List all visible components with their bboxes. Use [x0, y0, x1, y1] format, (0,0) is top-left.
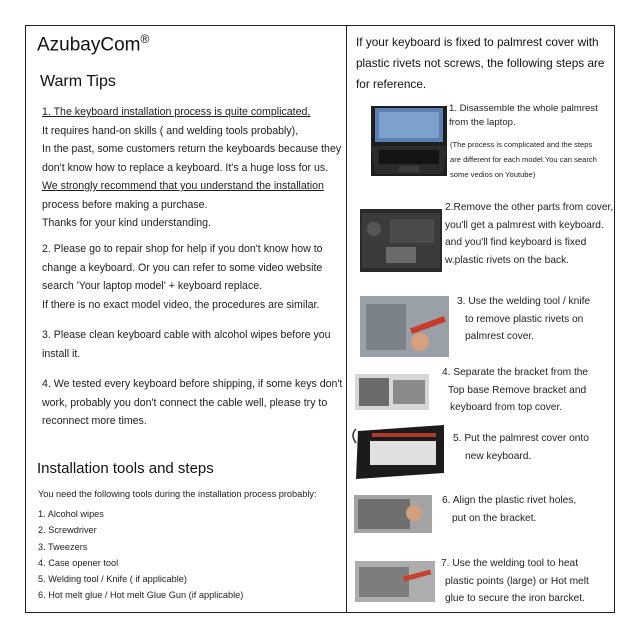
tip-1-line-2: It requires hand-on skills ( and welding tools probably),: [42, 124, 299, 137]
step-3-line-3: palmrest cover.: [465, 331, 535, 342]
step-1-note-line-2: are different for each model.You can search: [450, 155, 597, 164]
step-2-line-1: 2.Remove the other parts from cover,: [445, 202, 614, 213]
rivet-intro-line-3: for reference.: [356, 77, 427, 91]
step-4-bracket-photo: [355, 374, 429, 410]
step-7-heat-photo: [355, 561, 435, 602]
step-3-text: [457, 293, 590, 346]
step-4-line-1: 4. Separate the bracket from the: [442, 367, 589, 378]
tip-1-line-5: We strongly recommend that you understand the installation: [42, 180, 324, 192]
step-2-line-2: you'll get a palmrest with keyboard.: [445, 219, 604, 231]
step-2-text: [445, 199, 613, 269]
rivet-intro-line-2: plastic rivets not screws, the following steps are: [356, 56, 605, 70]
tip-1-line-1: 1. The keyboard installation process is quite complicated,: [42, 106, 311, 118]
brand-title: [37, 32, 149, 56]
tip-2-line-1: 2. Please go to repair shop for help if you don't know how to: [42, 243, 323, 255]
tip-3: [42, 326, 331, 363]
tool-item-2: 2. Screwdriver: [38, 525, 97, 536]
step-7-line-2: plastic points (large) or Hot melt: [445, 575, 589, 587]
tip-1-line-7: Thanks for your kind understanding.: [42, 217, 212, 229]
warm-tips-heading: Warm Tips: [40, 73, 116, 90]
step-5-text: [453, 430, 589, 465]
step-3-line-2: to remove plastic rivets on: [465, 313, 584, 325]
step-4-line-3: keyboard from top cover.: [450, 402, 563, 413]
tip-4-line-2: work, probably you don't connect the cable well, please try to: [42, 396, 328, 409]
tip-4-line-1: 4. We tested every keyboard before shipping, if some keys don't: [42, 378, 343, 390]
step-4-line-2: Top base Remove bracket and: [448, 384, 587, 396]
tool-item-5: 5. Welding tool / Knife ( if applicable): [38, 574, 187, 585]
tip-1-line-6: process before making a purchase.: [42, 198, 208, 211]
registered-mark: ®: [140, 32, 150, 46]
tip-2-line-2: change a keyboard. Or you can refer to some video website: [42, 261, 323, 274]
tip-1-line-3: In the past, some customers return the keyboards because they: [42, 143, 342, 155]
step-6-text: [442, 492, 576, 527]
step-5-line-1: 5. Put the palmrest cover onto: [453, 433, 589, 444]
step-5-keyboard-photo: [352, 423, 449, 482]
step-5-line-2: new keyboard.: [465, 450, 532, 462]
tip-1: [42, 103, 341, 233]
tip-2-line-3: search 'Your laptop model' + keyboard replace.: [42, 280, 263, 292]
step-7-line-3: glue to secure the iron barcket.: [445, 593, 585, 604]
step-2-line-4: w.plastic rivets on the back.: [445, 254, 570, 266]
tool-item-3: 3. Tweezers: [38, 541, 88, 552]
step-7-text: [441, 555, 589, 608]
tip-1-line-4: don't know how to replace a keyboard. It's a huge loss for us.: [42, 161, 329, 174]
tools-intro: You need the following tools during the installation process probably:: [38, 489, 317, 499]
step-3-line-1: 3. Use the welding tool / knife: [457, 296, 591, 307]
step-1-laptop-photo: [371, 106, 447, 176]
tip-3-line-2: install it.: [42, 347, 81, 360]
tip-4-line-3: reconnect more times.: [42, 415, 147, 427]
step-4-text: [442, 364, 588, 417]
tip-2-line-4: If there is no exact model video, the procedures are similar.: [42, 298, 320, 311]
step-3-welding-photo: [360, 296, 449, 357]
step-6-line-2: put on the bracket.: [452, 512, 537, 524]
step-1-note-line-3: some vedios on Youtube): [450, 170, 536, 179]
step-6-line-1: 6. Align the plastic rivet holes,: [442, 495, 577, 506]
step-1-note-line-1: (The process is complicated and the steps: [450, 140, 593, 149]
step-1-line-1: 1. Disassemble the whole palmrest: [449, 103, 598, 114]
tool-item-6: 6. Hot melt glue / Hot melt Glue Gun (if applicable): [38, 590, 244, 601]
step-1-note: [450, 137, 597, 182]
brand-name: AzubayCom: [37, 34, 141, 56]
tip-4: [42, 375, 342, 431]
step-2-line-3: and you'll find keyboard is fixed: [445, 237, 587, 248]
tool-item-4: 4. Case opener tool: [38, 557, 119, 568]
tip-3-line-1: 3. Please clean keyboard cable with alcohol wipes before you: [42, 329, 331, 341]
rivet-steps-intro: [356, 32, 611, 95]
tool-item-1: 1. Alcohol wipes: [38, 509, 104, 519]
column-divider: [346, 25, 347, 613]
tools-heading: Installation tools and steps: [37, 460, 214, 477]
step-1-line-2: from the laptop.: [449, 117, 516, 128]
step-2-palmrest-photo: [360, 209, 442, 272]
tip-2: [42, 240, 323, 314]
step-7-line-1: 7. Use the welding tool to heat: [441, 558, 579, 569]
rivet-intro-line-1: If your keyboard is fixed to palmrest cover with: [356, 35, 599, 49]
step-1-text: [449, 102, 598, 130]
tools-list: [38, 506, 243, 604]
step-6-align-photo: [354, 495, 432, 533]
